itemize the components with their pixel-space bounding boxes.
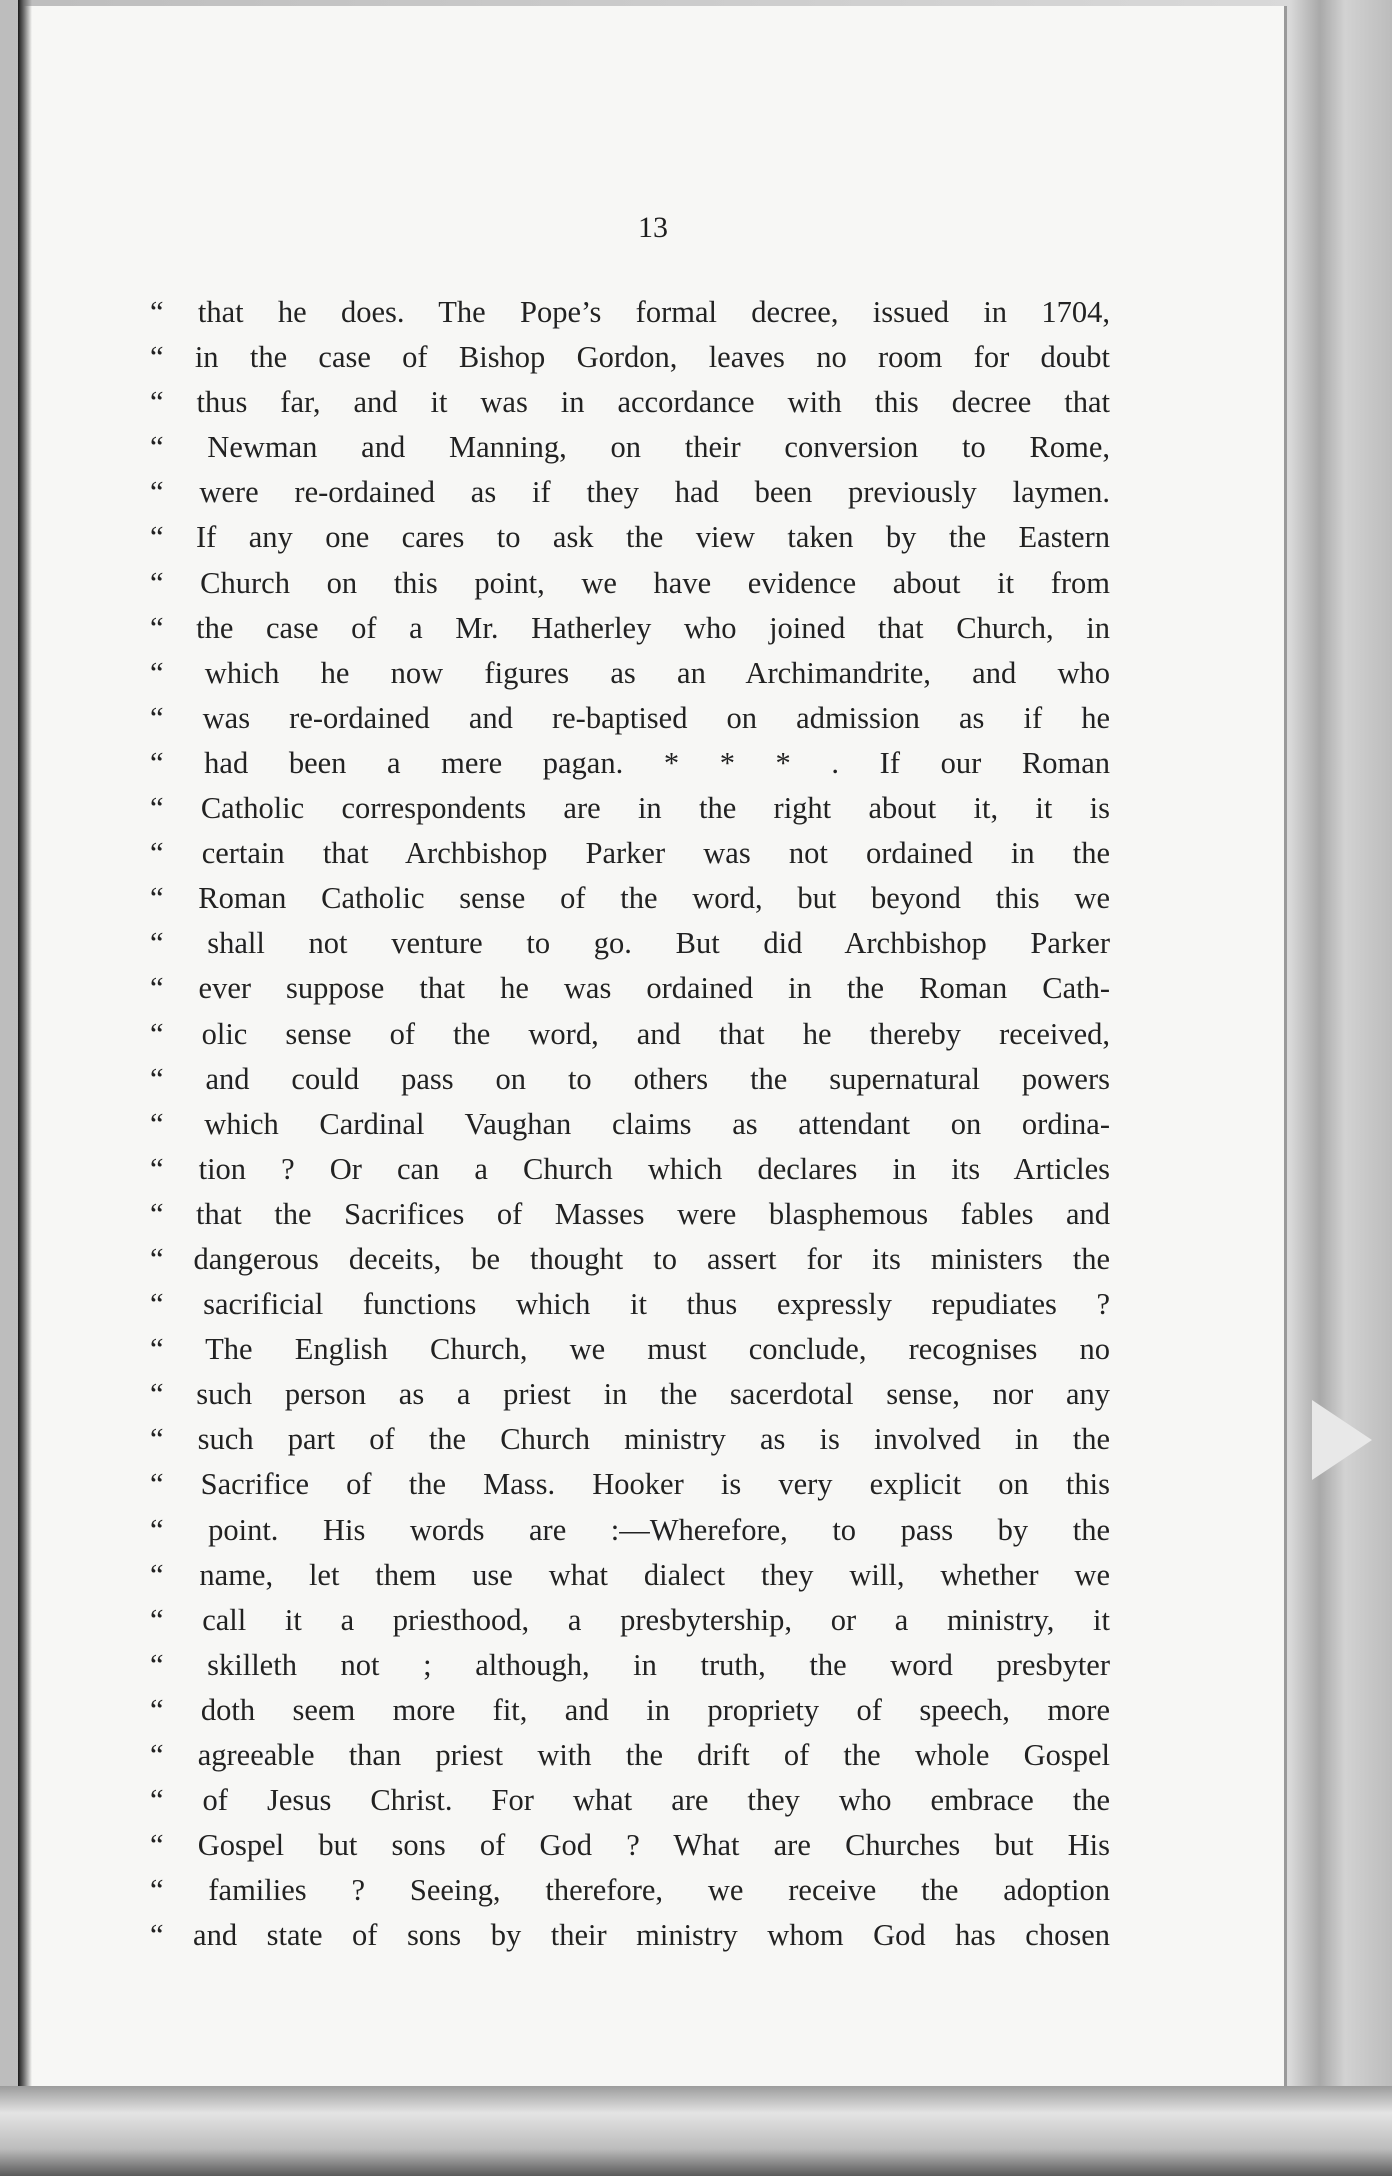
text-line: “ that he does. The Pope’s formal decree, issued in 1704, (150, 295, 1110, 329)
text-line: “ families ? Seeing, therefore, we receive the adoption (150, 1873, 1110, 1908)
text-line: “ Newman and Manning, on their conversion to Rome, (150, 430, 1110, 465)
text-line: “ shall not venture to go. But did Archbishop Parker (150, 926, 1110, 961)
text-line: “ had been a mere pagan. * * * . If our Roman (150, 745, 1110, 780)
text-line: “ doth seem more fit, and in propriety of speech, more (150, 1692, 1110, 1727)
text-line: “ such person as a priest in the sacerdotal sense, nor any (150, 1377, 1110, 1412)
text-line: “ If any one cares to ask the view taken by the Eastern (150, 520, 1110, 555)
text-line: “ Roman Catholic sense of the word, but beyond this we (150, 881, 1110, 916)
text-line: “ and could pass on to others the supernatural powers (150, 1061, 1110, 1096)
text-line: “ which Cardinal Vaughan claims as attendant on ordina- (150, 1106, 1110, 1141)
text-line: “ Gospel but sons of God ? What are Churches but His (150, 1828, 1110, 1863)
text-line: “ were re-ordained as if they had been previously laymen. (150, 475, 1110, 510)
text-line: “ and state of sons by their ministry whom God has chosen (150, 1918, 1110, 1953)
text-line: “ that the Sacrifices of Masses were blasphemous fables and (150, 1196, 1110, 1231)
text-line: “ in the case of Bishop Gordon, leaves no room for doubt (150, 340, 1110, 375)
text-line: “ point. His words are :—Wherefore, to pass by the (150, 1512, 1110, 1547)
text-line: “ of Jesus Christ. For what are they who embrace the (150, 1783, 1110, 1818)
body-text (150, 290, 1110, 1958)
text-line: “ was re-ordained and re-baptised on admission as if he (150, 700, 1110, 735)
text-line: “ ever suppose that he was ordained in the Roman Cath- (150, 971, 1110, 1006)
text-line: “ name, let them use what dialect they will, whether we (150, 1557, 1110, 1592)
page-number: 13 (638, 211, 668, 244)
text-line: “ Church on this point, we have evidence about it from (150, 565, 1110, 600)
text-line: “ dangerous deceits, be thought to assert for its ministers the (150, 1241, 1110, 1276)
text-line: “ sacrificial functions which it thus expressly repudiates ? (150, 1287, 1110, 1322)
text-line: “ the case of a Mr. Hatherley who joined that Church, in (150, 610, 1110, 645)
text-line: “ agreeable than priest with the drift of the whole Gospel (150, 1738, 1110, 1772)
scan-bottom-edge (0, 2086, 1392, 2176)
text-line: “ The English Church, we must conclude, recognises no (150, 1332, 1110, 1367)
binding-edge (18, 0, 32, 2176)
text-line: “ Sacrifice of the Mass. Hooker is very explicit on this (150, 1467, 1110, 1502)
book-page (18, 6, 1284, 2086)
text-line: “ thus far, and it was in accordance with this decree that (150, 385, 1110, 420)
text-line: “ which he now figures as an Archimandrite, and who (150, 655, 1110, 690)
text-line: “ call it a priesthood, a presbytership, or a ministry, it (150, 1602, 1110, 1637)
text-line: “ olic sense of the word, and that he thereby received, (150, 1016, 1110, 1051)
text-line: “ certain that Archbishop Parker was not ordained in the (150, 836, 1110, 871)
text-line: “ Catholic correspondents are in the right about it, it is (150, 791, 1110, 826)
text-line: “ such part of the Church ministry as is involved in the (150, 1422, 1110, 1457)
page-tab-notch (1312, 1400, 1372, 1480)
text-line: “ skilleth not ; although, in truth, the word presbyter (150, 1647, 1110, 1682)
text-line: “ tion ? Or can a Church which declares in its Articles (150, 1151, 1110, 1186)
